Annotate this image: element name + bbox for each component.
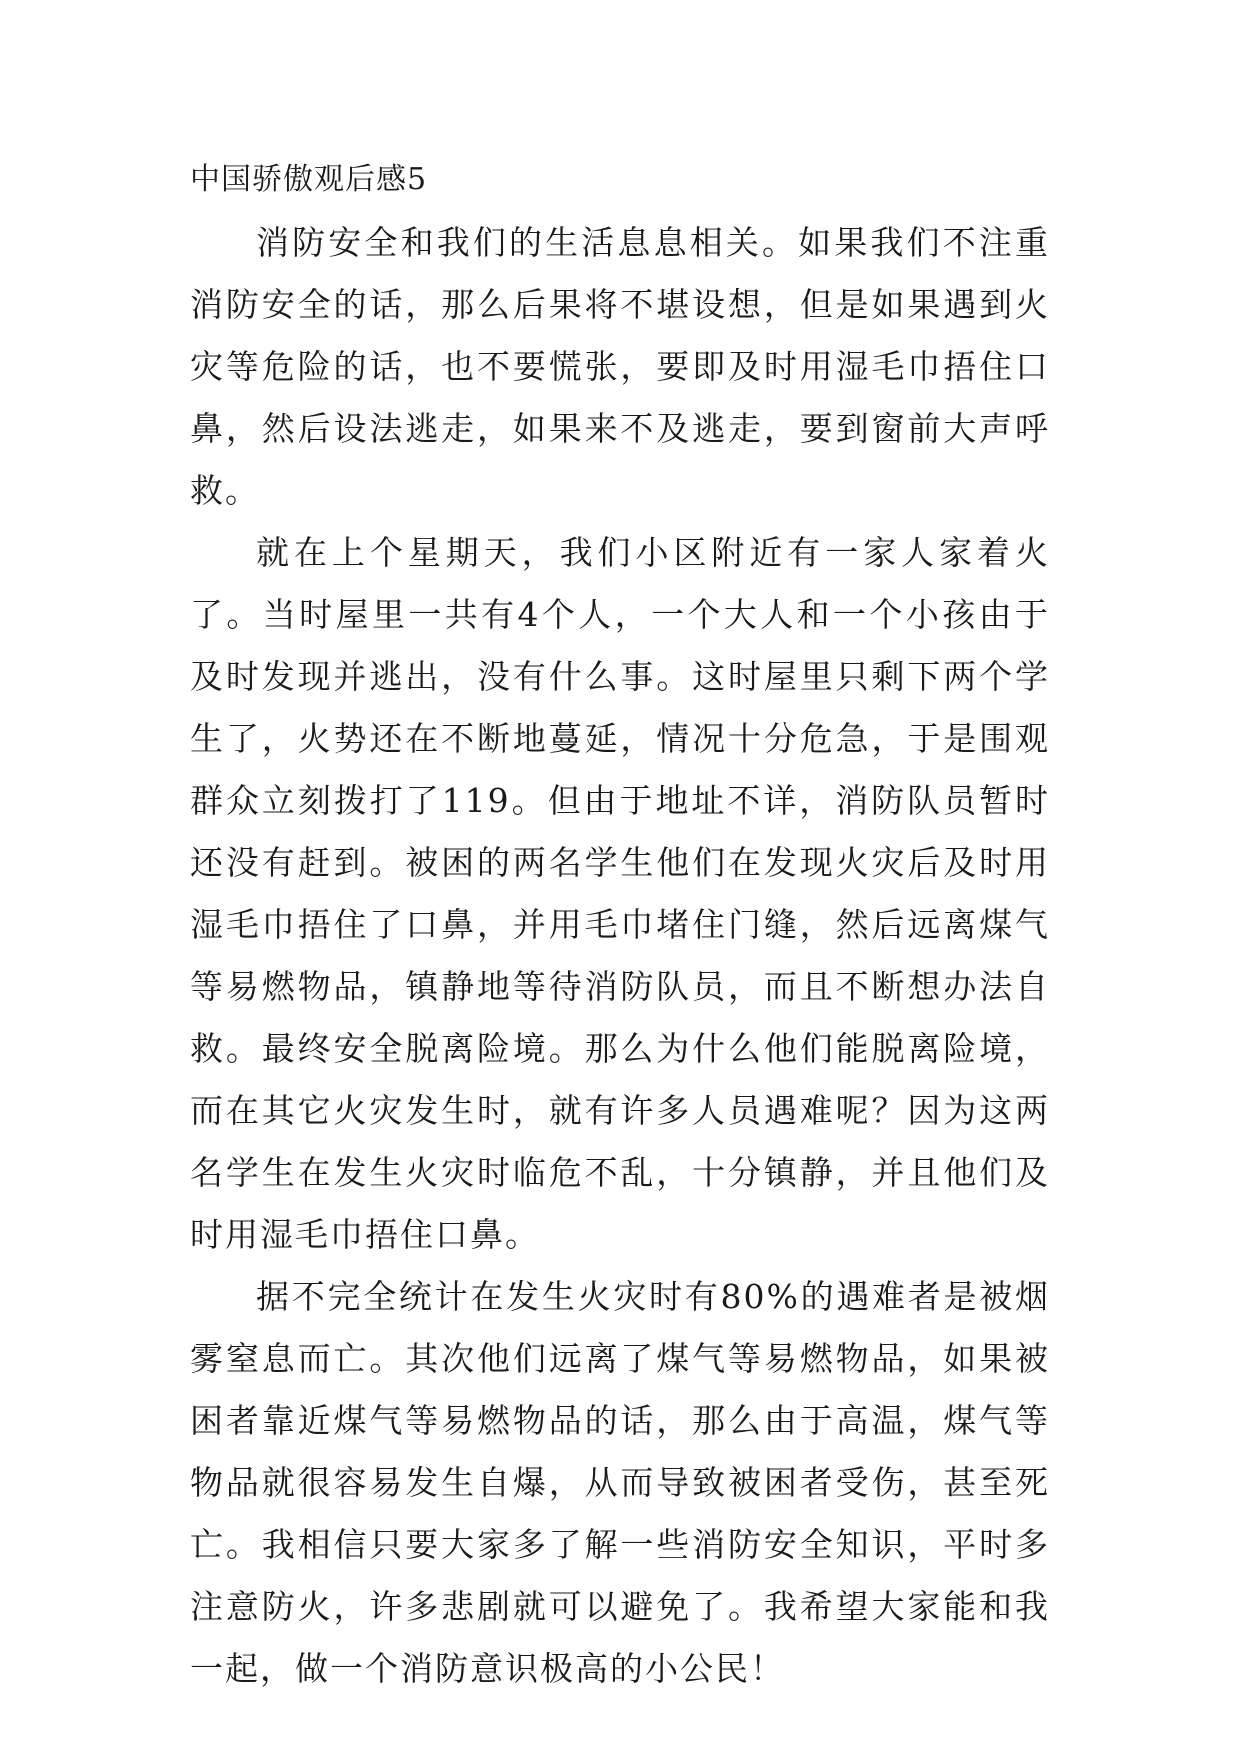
paragraph-2: 就在上个星期天，我们小区附近有一家人家着火了。当时屋里一共有4个人，一个大人和一个小孩由于及时发现并逃出，没有什么事。这时屋里只剩下两个学生了，火势还在不断地蔓延，情况十分危急，于是围观群众立刻拨打了119。但由于地址不详，消防队员暂时还没有赶到。被困的两名学生他们在发现火灾后及时用湿毛巾捂住了口鼻，并用毛巾堵住门缝，然后远离煤气等易燃物品，镇静地等待消防队员，而且不断想办法自救。最终安全脱离险境。那么为什么他们能脱离险境，而在其它火灾发生时，就有许多人员遇难呢？因为这两名学生在发生火灾时临危不乱，十分镇静，并且他们及时用湿毛巾捂住口鼻。 — [190, 533, 1050, 1254]
document-title: 中国骄傲观后感5 — [190, 162, 428, 197]
document-body — [190, 160, 1050, 1700]
paragraph-3: 据不完全统计在发生火灾时有80%的遇难者是被烟雾窒息而亡。其次他们远离了煤气等易燃物品，如果被困者靠近煤气等易燃物品的话，那么由于高温，煤气等物品就很容易发生自爆，从而导致被困者受伤，甚至死亡。我相信只要大家多了解一些消防安全知识，平时多注意防火，许多悲剧就可以避免了。我希望大家能和我一起，做一个消防意识极高的小公民！ — [190, 1277, 1050, 1688]
paragraph-1: 消防安全和我们的生活息息相关。如果我们不注重消防安全的话，那么后果将不堪设想，但是如果遇到火灾等危险的话，也不要慌张，要即及时用湿毛巾捂住口鼻，然后设法逃走，如果来不及逃走，要到窗前大声呼救。 — [190, 223, 1050, 510]
